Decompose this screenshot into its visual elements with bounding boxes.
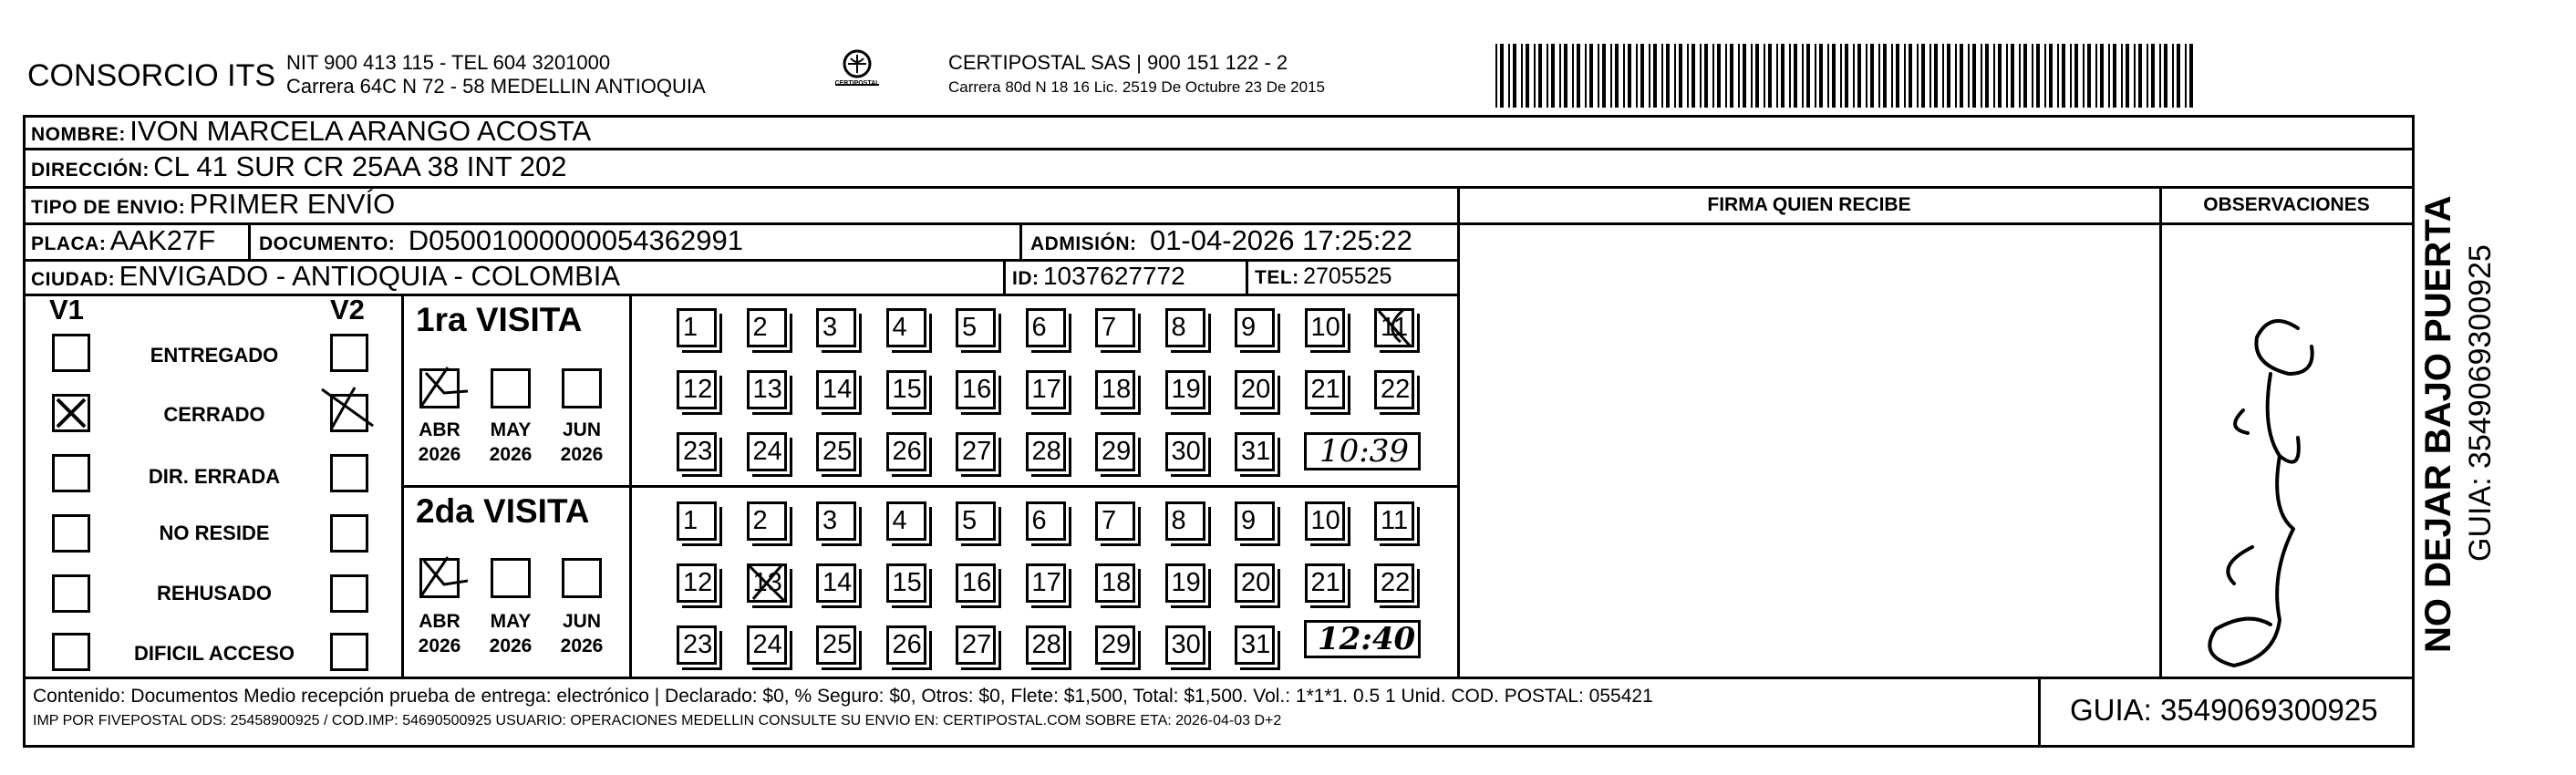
visit-mid-sep [401, 485, 1459, 488]
visit1-day-19[interactable]: 19 [1165, 370, 1205, 409]
v1-box-cerrado[interactable] [52, 394, 90, 432]
visit2-day-14[interactable]: 14 [816, 563, 856, 603]
certipostal-logo [830, 44, 885, 98]
obs-col-right [2412, 146, 2415, 748]
visit1-day-13[interactable]: 13 [747, 370, 787, 409]
placa-sep [248, 222, 251, 259]
visit2-month-jun [550, 609, 614, 658]
visit1-time: 10:39 [1319, 433, 1409, 470]
visit2-day-15[interactable]: 15 [886, 563, 926, 603]
ciudad-value: ENVIGADO - ANTIOQUIA - COLOMBIA [119, 260, 621, 292]
signature-handwritten [2161, 274, 2407, 675]
visit1-day-2[interactable]: 2 [747, 308, 787, 347]
visit1-day-16[interactable]: 16 [956, 370, 996, 409]
v1-box-dificil-acceso[interactable] [52, 633, 90, 671]
id-sep [1003, 259, 1006, 294]
month-year: 2026 [560, 444, 604, 465]
v1-box-entregado[interactable] [52, 334, 90, 372]
visit2-month-abr [408, 609, 471, 658]
visit2-day-2[interactable]: 2 [747, 501, 787, 541]
visit1-day-27[interactable]: 27 [956, 432, 996, 471]
visit1-month-may [479, 418, 543, 467]
month-name: ABR [419, 419, 460, 440]
month-name: MAY [490, 419, 532, 440]
visit2-day-24[interactable]: 24 [747, 625, 787, 665]
visit1-day-9[interactable]: 9 [1235, 308, 1275, 347]
status-rehusado: REHUSADO [157, 582, 272, 604]
visit1-month-abr [408, 418, 471, 467]
visit1-day-24[interactable]: 24 [747, 432, 787, 471]
visit1-day-22[interactable]: 22 [1374, 370, 1414, 409]
visit2-day-10[interactable]: 10 [1305, 501, 1345, 541]
visit2-day-7[interactable]: 7 [1095, 501, 1135, 541]
visit1-day-29[interactable]: 29 [1095, 432, 1135, 471]
visit1-month-jun [550, 418, 614, 467]
tel-row [1255, 259, 1391, 297]
visit2-day-26[interactable]: 26 [886, 625, 926, 665]
x-mark-icon [746, 561, 791, 606]
x-mark-icon [1373, 305, 1419, 351]
visit2-day-20[interactable]: 20 [1235, 563, 1275, 603]
visit1-day-23[interactable]: 23 [677, 432, 717, 471]
placa-label: PLACA: [31, 233, 107, 254]
month-year: 2026 [489, 444, 533, 465]
visit2-month-may-box[interactable] [491, 558, 531, 598]
visit2-day-31[interactable]: 31 [1235, 625, 1275, 665]
month-name: MAY [490, 611, 532, 632]
visit1-month-jun-box[interactable] [562, 368, 602, 408]
status-dir-errada: DIR. ERRADA [148, 465, 281, 488]
visit2-day-1[interactable]: 1 [677, 501, 717, 541]
v1-box-no-reside[interactable] [52, 514, 90, 553]
visit1-time-box [1304, 432, 1421, 470]
visit1-day-15[interactable]: 15 [886, 370, 926, 409]
direccion-value: CL 41 SUR CR 25AA 38 INT 202 [153, 150, 567, 182]
visit1-day-26[interactable]: 26 [886, 432, 926, 471]
admision-label: ADMISIÓN: [1030, 233, 1137, 254]
visit2-day-19[interactable]: 19 [1165, 563, 1205, 603]
visit2-day-12[interactable]: 12 [677, 563, 717, 603]
visit1-month-may-box[interactable] [491, 368, 531, 408]
status-no-reside: NO RESIDE [159, 522, 270, 544]
visit2-day-16[interactable]: 16 [956, 563, 996, 603]
company-nit: NIT 900 413 115 - TEL 604 3201000 [286, 51, 611, 74]
firma-header-sep [1457, 222, 2415, 225]
visit2-day-6[interactable]: 6 [1026, 501, 1066, 541]
visit1-day-3[interactable]: 3 [816, 308, 856, 347]
visit1-day-21[interactable]: 21 [1305, 370, 1345, 409]
ciudad-label: CIUDAD: [31, 269, 116, 290]
nombre-value: IVON MARCELA ARANGO ACOSTA [129, 115, 592, 147]
v2-label: V2 [330, 294, 365, 326]
side-warning: NO DEJAR BAJO PUERTA [2418, 195, 2458, 653]
documento-value: D05001000000054362991 [408, 224, 743, 256]
month-name: ABR [419, 611, 460, 632]
visit2-day-28[interactable]: 28 [1026, 625, 1066, 665]
footer-guia: GUIA: 3549069300925 [2070, 693, 2378, 727]
v2-box-cerrado[interactable] [330, 394, 368, 432]
visit2-day-11[interactable]: 11 [1374, 501, 1414, 541]
x-mark-icon [318, 386, 382, 431]
admision-value: 01-04-2026 17:25:22 [1149, 224, 1412, 256]
direccion-label: DIRECCIÓN: [31, 160, 150, 181]
firma-header: FIRMA QUIEN RECIBE [1707, 194, 1911, 215]
footer-imp: IMP POR FIVEPOSTAL ODS: 25458900925 / COD.IMP: 54690500925 USUARIO: OPERACIONES MEDELLIN CONSULTE SU ENVIO EN: CERTIPOSTAL.COM SOBRE ETA: 2026-04-03 D+2 [33, 713, 1282, 728]
visit1-day-18[interactable]: 18 [1095, 370, 1135, 409]
placa-value: AAK27F [109, 224, 216, 256]
visit1-day-12[interactable]: 12 [677, 370, 717, 409]
visit2-day-30[interactable]: 30 [1165, 625, 1205, 665]
visit2-day-3[interactable]: 3 [816, 501, 856, 541]
certipostal-license: Carrera 80d N 18 16 Lic. 2519 De Octubre 23 De 2015 [948, 78, 1325, 96]
visit1-day-25[interactable]: 25 [816, 432, 856, 471]
visit1-day-30[interactable]: 30 [1165, 432, 1205, 471]
visit1-day-7[interactable]: 7 [1095, 308, 1135, 347]
certipostal-nit: CERTIPOSTAL SAS | 900 151 122 - 2 [948, 51, 1288, 74]
visit1-day-10[interactable]: 10 [1305, 308, 1345, 347]
tel-value: 2705525 [1303, 264, 1392, 289]
visit2-time-box [1304, 620, 1421, 658]
visit2-month-may [479, 609, 543, 658]
visit1-day-11[interactable]: 11 [1374, 308, 1414, 347]
visit1-day-17[interactable]: 17 [1026, 370, 1066, 409]
side-guia: GUIA: 3549069300925 [2463, 244, 2498, 562]
visit1-day-4[interactable]: 4 [886, 308, 926, 347]
observaciones-header: OBSERVACIONES [2203, 194, 2370, 215]
visit1-day-20[interactable]: 20 [1235, 370, 1275, 409]
visit1-day-14[interactable]: 14 [816, 370, 856, 409]
guia-sep [2038, 677, 2041, 748]
visit1-title: 1ra VISITA [416, 301, 583, 338]
tel-label: TEL: [1255, 267, 1299, 288]
month-year: 2026 [489, 636, 533, 656]
visit2-time: 12:40 [1318, 621, 1416, 657]
id-label: ID: [1012, 268, 1040, 289]
status-cerrado: CERRADO [163, 403, 265, 426]
x-mark-icon [55, 397, 88, 429]
admision-sep [1019, 222, 1022, 259]
visit1-day-8[interactable]: 8 [1165, 308, 1205, 347]
direccion-row [31, 148, 566, 191]
v2-box-dir-errada[interactable] [330, 454, 368, 492]
month-name: JUN [562, 611, 601, 632]
x-mark-icon [417, 364, 481, 409]
nombre-label: NOMBRE: [31, 124, 126, 145]
firma-col-left [1457, 186, 1460, 678]
visit2-day-5[interactable]: 5 [956, 501, 996, 541]
visit2-day-17[interactable]: 17 [1026, 563, 1066, 603]
footer-sep [23, 677, 2415, 679]
certipostal-logo-text: CERTIPOSTAL [834, 80, 880, 87]
visit2-day-4[interactable]: 4 [886, 501, 926, 541]
barcode [1495, 44, 2207, 108]
company-address: Carrera 64C N 72 - 58 MEDELLIN ANTIOQUIA [286, 75, 706, 98]
frame-bottom [23, 745, 2415, 748]
tipo-label: TIPO DE ENVIO: [31, 197, 186, 218]
visit2-day-27[interactable]: 27 [956, 625, 996, 665]
visit2-day-23[interactable]: 23 [677, 625, 717, 665]
month-year: 2026 [418, 444, 461, 465]
visit1-day-6[interactable]: 6 [1026, 308, 1066, 347]
visit2-day-8[interactable]: 8 [1165, 501, 1205, 541]
visit2-month-abr-box[interactable] [419, 558, 460, 598]
v2-box-no-reside[interactable] [330, 514, 368, 553]
month-year: 2026 [560, 636, 604, 656]
status-dificil-acceso: DIFICIL ACCESO [133, 642, 295, 665]
visit1-day-1[interactable]: 1 [677, 308, 717, 347]
id-value: 1037627772 [1042, 262, 1185, 290]
visit2-day-25[interactable]: 25 [816, 625, 856, 665]
x-mark-icon [417, 553, 481, 599]
visit1-day-5[interactable]: 5 [956, 308, 996, 347]
v1-box-dir-errada[interactable] [52, 454, 90, 492]
visit1-day-28[interactable]: 28 [1026, 432, 1066, 471]
v1-box-rehusado[interactable] [52, 574, 90, 613]
v2-box-dificil-acceso[interactable] [330, 633, 368, 671]
documento-label: DOCUMENTO: [259, 233, 396, 254]
footer-contenido: Contenido: Documentos Medio recepción prueba de entrega: electrónico | Declarado: $0, % Seguro: $0, Otros: $0, Flete: $1,500, Total: $1,500. Vol.: 1*1*1. 0.5 1 Unid. COD. POSTAL: 055421 [33, 686, 1653, 707]
visit1-day-31[interactable]: 31 [1235, 432, 1275, 471]
v2-box-entregado[interactable] [330, 334, 368, 372]
month-year: 2026 [418, 636, 461, 656]
frame-left [23, 115, 26, 748]
v2-box-rehusado[interactable] [330, 574, 368, 613]
month-name: JUN [562, 419, 601, 440]
visit2-day-21[interactable]: 21 [1305, 563, 1345, 603]
company-name: CONSORCIO ITS [27, 58, 276, 93]
id-row [1012, 259, 1185, 298]
visit2-day-22[interactable]: 22 [1374, 563, 1414, 603]
ciudad-row [31, 259, 620, 299]
tipo-value: PRIMER ENVÍO [189, 188, 396, 220]
visit2-day-29[interactable]: 29 [1095, 625, 1135, 665]
visit2-day-9[interactable]: 9 [1235, 501, 1275, 541]
visit2-day-13[interactable]: 13 [747, 563, 787, 603]
status-entregado: ENTREGADO [150, 344, 279, 367]
visit2-month-jun-box[interactable] [562, 558, 602, 598]
visit2-title: 2da VISITA [416, 492, 590, 530]
visit2-day-18[interactable]: 18 [1095, 563, 1135, 603]
visit1-month-abr-box[interactable] [419, 368, 460, 408]
v1-label: V1 [49, 294, 84, 326]
